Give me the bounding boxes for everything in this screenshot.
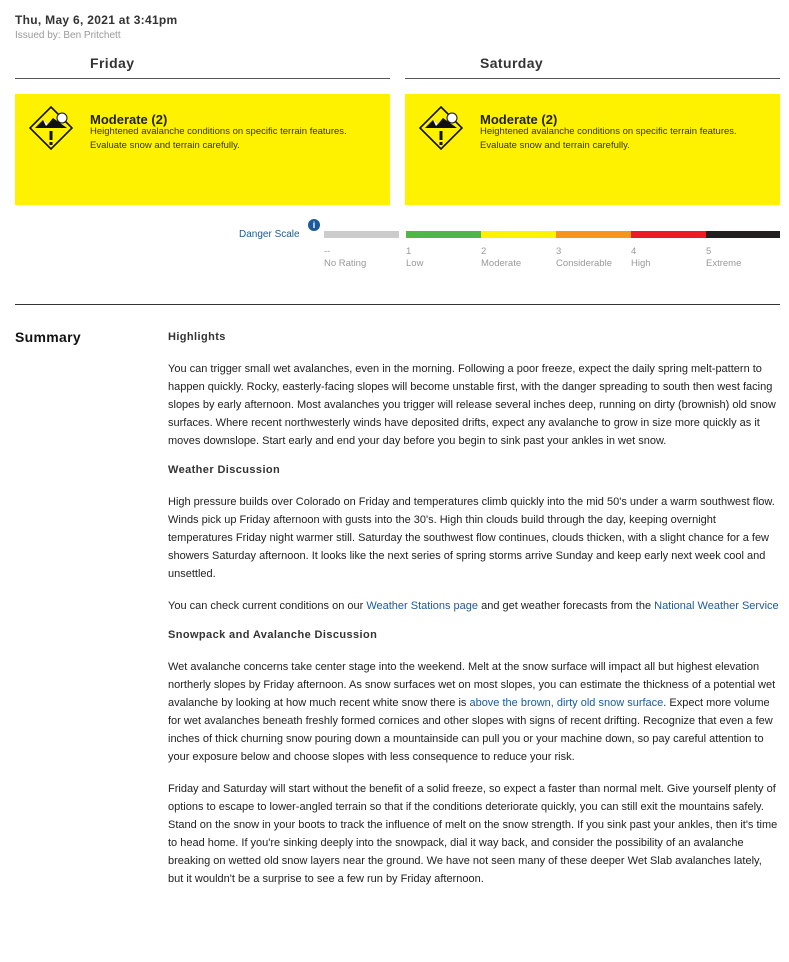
day-title: Friday: [90, 55, 135, 71]
scale-number: --: [324, 246, 331, 257]
scale-bar-high: [631, 231, 706, 238]
highlights-text: You can trigger small wet avalanches, even in the morning. Following a poor freeze, expect the daily spring melt-pattern to happen quickly. Rocky, easterly-facing slopes will become unstable first, with the danger spreading to south then west facing slopes by early afternoon. Most avalanches you trigger will release several inches deep, running on dirty (brownish) old snow surfaces. Where recent northwesterly winds have deposited drifts, expect any avalanche to grow in size more quickly as it moves downslope. Start early and end your day before you begin to sink past your ankles in wet snow.: [168, 363, 776, 447]
info-icon[interactable]: i: [308, 219, 320, 231]
scale-bar-extreme: [706, 231, 780, 238]
forecast-date: Thu, May 6, 2021 at 3:41pm: [15, 13, 178, 27]
danger-level: Moderate (2): [90, 112, 168, 127]
snowpack-heading: Snowpack and Avalanche Discussion: [168, 629, 378, 641]
scale-number: 4: [631, 246, 637, 257]
scale-name: No Rating: [324, 258, 367, 269]
danger-rating-box: [15, 94, 390, 205]
scale-bar-moderate: [481, 231, 556, 238]
scale-bar-low: [406, 231, 481, 238]
issued-by: Issued by: Ben Pritchett: [15, 30, 121, 41]
snowpack-text: Wet avalanche concerns take center stage into the weekend. Melt at the snow surface will impact all but highest elevation northerly slopes by Friday afternoon. As snow surfaces wet on most slopes, you can estimate the thickness of a potential wet avalanche by looking at how much recent white snow there is: [168, 661, 776, 709]
scale-number: 3: [556, 246, 562, 257]
divider: [405, 78, 780, 79]
danger-level: Moderate (2): [480, 112, 558, 127]
scale-number: 5: [706, 246, 712, 257]
weather-links-text: and get weather forecasts from the: [478, 600, 655, 612]
weather-links-text: You can check current conditions on our: [168, 600, 367, 612]
old-snow-surface-link[interactable]: above the brown, dirty old snow surface: [469, 697, 664, 709]
scale-name: Considerable: [556, 258, 612, 269]
snowpack-paragraph-1: [168, 658, 780, 766]
scale-name: High: [631, 258, 651, 269]
scale-number: 1: [406, 246, 412, 257]
day-column-friday: [15, 52, 390, 205]
scale-number: 2: [481, 246, 487, 257]
scale-bar-considerable: [556, 231, 631, 238]
danger-description: Heightened avalanche conditions on specific terrain features. Evaluate snow and terrain carefully.: [480, 126, 737, 151]
scale-name: Low: [406, 258, 424, 269]
danger-scale-link[interactable]: Danger Scale: [239, 229, 300, 240]
danger-rating-box: [405, 94, 780, 205]
danger-moderate-icon: [419, 106, 463, 150]
snowpack-paragraph-2: Friday and Saturday will start without the benefit of a solid freeze, so expect a faster than normal melt. Give yourself plenty of options to escape to lower-angled terrain so that if the conditions deteriorate quickly, you can still exit the mountains safely. Stand on the snow in your boots to track the influence of melt on the snow strength. If you sink past your ankles, then it's time to head home. If you're sinking deeply into the snowpack, dial it way back, and consider the possibility of an avalanche breaking on wetted old snow layers near the ground. We have not seen many of these deeper Wet Slab avalanches lately, but it wouldn't be a surprise to see a few run by Friday afternoon.: [168, 783, 778, 885]
divider: [15, 78, 390, 79]
danger-moderate-icon: [29, 106, 73, 150]
scale-name: Moderate: [481, 258, 522, 269]
weather-heading: Weather Discussion: [168, 464, 281, 476]
weather-text: High pressure builds over Colorado on Friday and temperatures climb quickly into the mid 50's under a warm southwest flow. Winds pick up Friday afternoon with gusts into the 30's. High thin clouds build through the day, keeping overnight temperatures Friday night warmer still. Saturday the southwest flow continues, clouds thicken, with a slight chance for a few showers Saturday afternoon. It looks like the next series of spring storms arrive Sunday and keep early next week cool and unsettled.: [168, 496, 775, 580]
section-divider: [15, 304, 780, 305]
weather-links-paragraph: [168, 597, 780, 615]
danger-description: Heightened avalanche conditions on specific terrain features. Evaluate snow and terrain carefully.: [90, 126, 347, 151]
weather-stations-link[interactable]: Weather Stations page: [366, 600, 479, 612]
day-column-saturday: [405, 52, 780, 205]
scale-bar-no-rating: [324, 231, 399, 238]
highlights-heading: Highlights: [168, 331, 226, 343]
day-title: Saturday: [480, 55, 544, 71]
summary-content: [168, 331, 780, 902]
scale-name: Extreme: [706, 258, 742, 269]
national-weather-service-link[interactable]: National Weather Service: [654, 600, 779, 612]
snowpack-text: . Expect more volume for wet avalanches beneath freshly formed cornices and other slopes with signs of recent drifting. Recognize that even a few inches of thick churning snow pouring down a mountainside can pull you or your machine down, so pay careful attention to your exposure below and choose slopes with less consequence to reduce your risk.: [168, 697, 773, 763]
summary-title: Summary: [15, 329, 81, 345]
